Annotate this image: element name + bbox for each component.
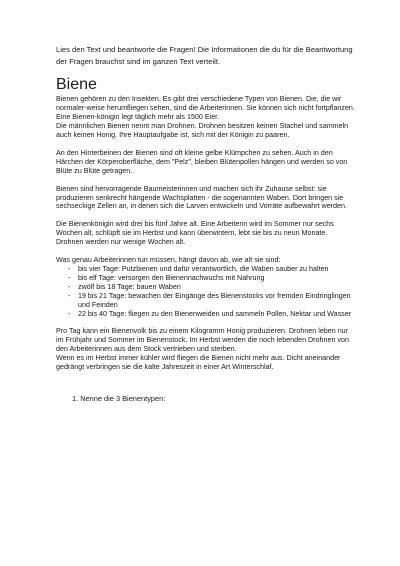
worksheet-page xyxy=(56,44,356,403)
list-item: - 19 bis 21 Tage: bewachen der Eingänge des Bienenstocks vor fremden Eindringlingen und Feinden xyxy=(68,292,356,310)
list-item: - 22 bis 40 Tage: fliegen zu den Bienenweiden und sammeln Pollen, Nektar und Wasser xyxy=(68,310,356,319)
paragraph-lifespan: Die Bienenkönigin wird drei bis fünf Jahre alt. Eine Arbeiterin wird im Sommer nur sechs Wochen alt, schlüpft sie im Herbst und kann überwintern, lebt sie bis zu neun Monate. Drohnen werden nur wenige Wochen alt. xyxy=(56,220,334,247)
list-item: - zwölf bis 18 Tage: bauen Waben xyxy=(68,283,356,292)
list-item: - bis elf Tage: versorgen den Bienennachwuchs mit Nahrung xyxy=(68,274,356,283)
instruction-text: Lies den Text und beantworte die Fragen! Die Informationen die du für die Beantwortung der Fragen brauchst sind im ganzen Text verteilt. xyxy=(56,45,353,67)
paragraph-insects: Bienen gehören zu den Insekten. Es gibt drei verschiedene Typen von Bienen. Die, die wir normaler-weise herumfliegen sehen, sind die Arbeiterinnen. Sie können sich nicht fortpflanzen. Eine Bienen-königin legt täglich mehr als 1500 Eier. xyxy=(56,95,355,122)
page-title: Biene xyxy=(56,76,97,94)
paragraph-winter: Wenn es im Herbst immer kühler wird fliegen die Bienen nicht mehr aus. Dicht aneinander gedrängt verbringen sie die kalte Jahreszeit in einer Art Winterschlaf. xyxy=(56,354,341,372)
paragraph-drones: Die männlichen Bienen nennt man Drohnen. Drohnen besitzen keinen Stachel und sammeln auch keinen Honig. Ihre Hauptaufgabe ist, sich mit der Königin zu paaren. xyxy=(56,122,349,140)
list-item: - bis vier Tage: Putzbienen und dafür verantwortlich, die Waben sauber zu halten xyxy=(68,265,356,274)
paragraph-tasks-intro: Was genau Arbeiterinnen tun müssen, hängt davon ab, wie alt sie sind: xyxy=(56,256,281,265)
worker-task-list xyxy=(56,265,356,318)
paragraph-builders: Bienen sind hervorragende Baumeisterinnen und machen sich ihr Zuhause selbst: sie produzieren senkrecht hängende Wachsplatten - die sogenannten Waben. Dort bringen sie sechseckige Zellen an, in denen sich die Larven entwickeln und Vorräte aufbewahrt werden. xyxy=(56,184,347,211)
question-1: 1. Nenne die 3 Bienentypen: xyxy=(72,393,166,403)
paragraph-honey: Pro Tag kann ein Bienenvolk bis zu einem Kilogramm Honig produzieren. Drohnen leben nur im Frühjahr und Sommer im Bienenstock. Im Herbst werden die noch lebenden Drohnen von den Arbeiterinnen aus dem Stock vertrieben und sterben. xyxy=(56,327,349,354)
paragraph-pollen: An den Hinterbeinen der Bienen sind oft kleine gelbe Klümpchen zu sehen. Auch in den Härchen der Körperoberfläche, dem "Pelz", bleiben Blütenpollen hängen und werden so von Blüte zu Blüte getragen. xyxy=(56,148,348,175)
